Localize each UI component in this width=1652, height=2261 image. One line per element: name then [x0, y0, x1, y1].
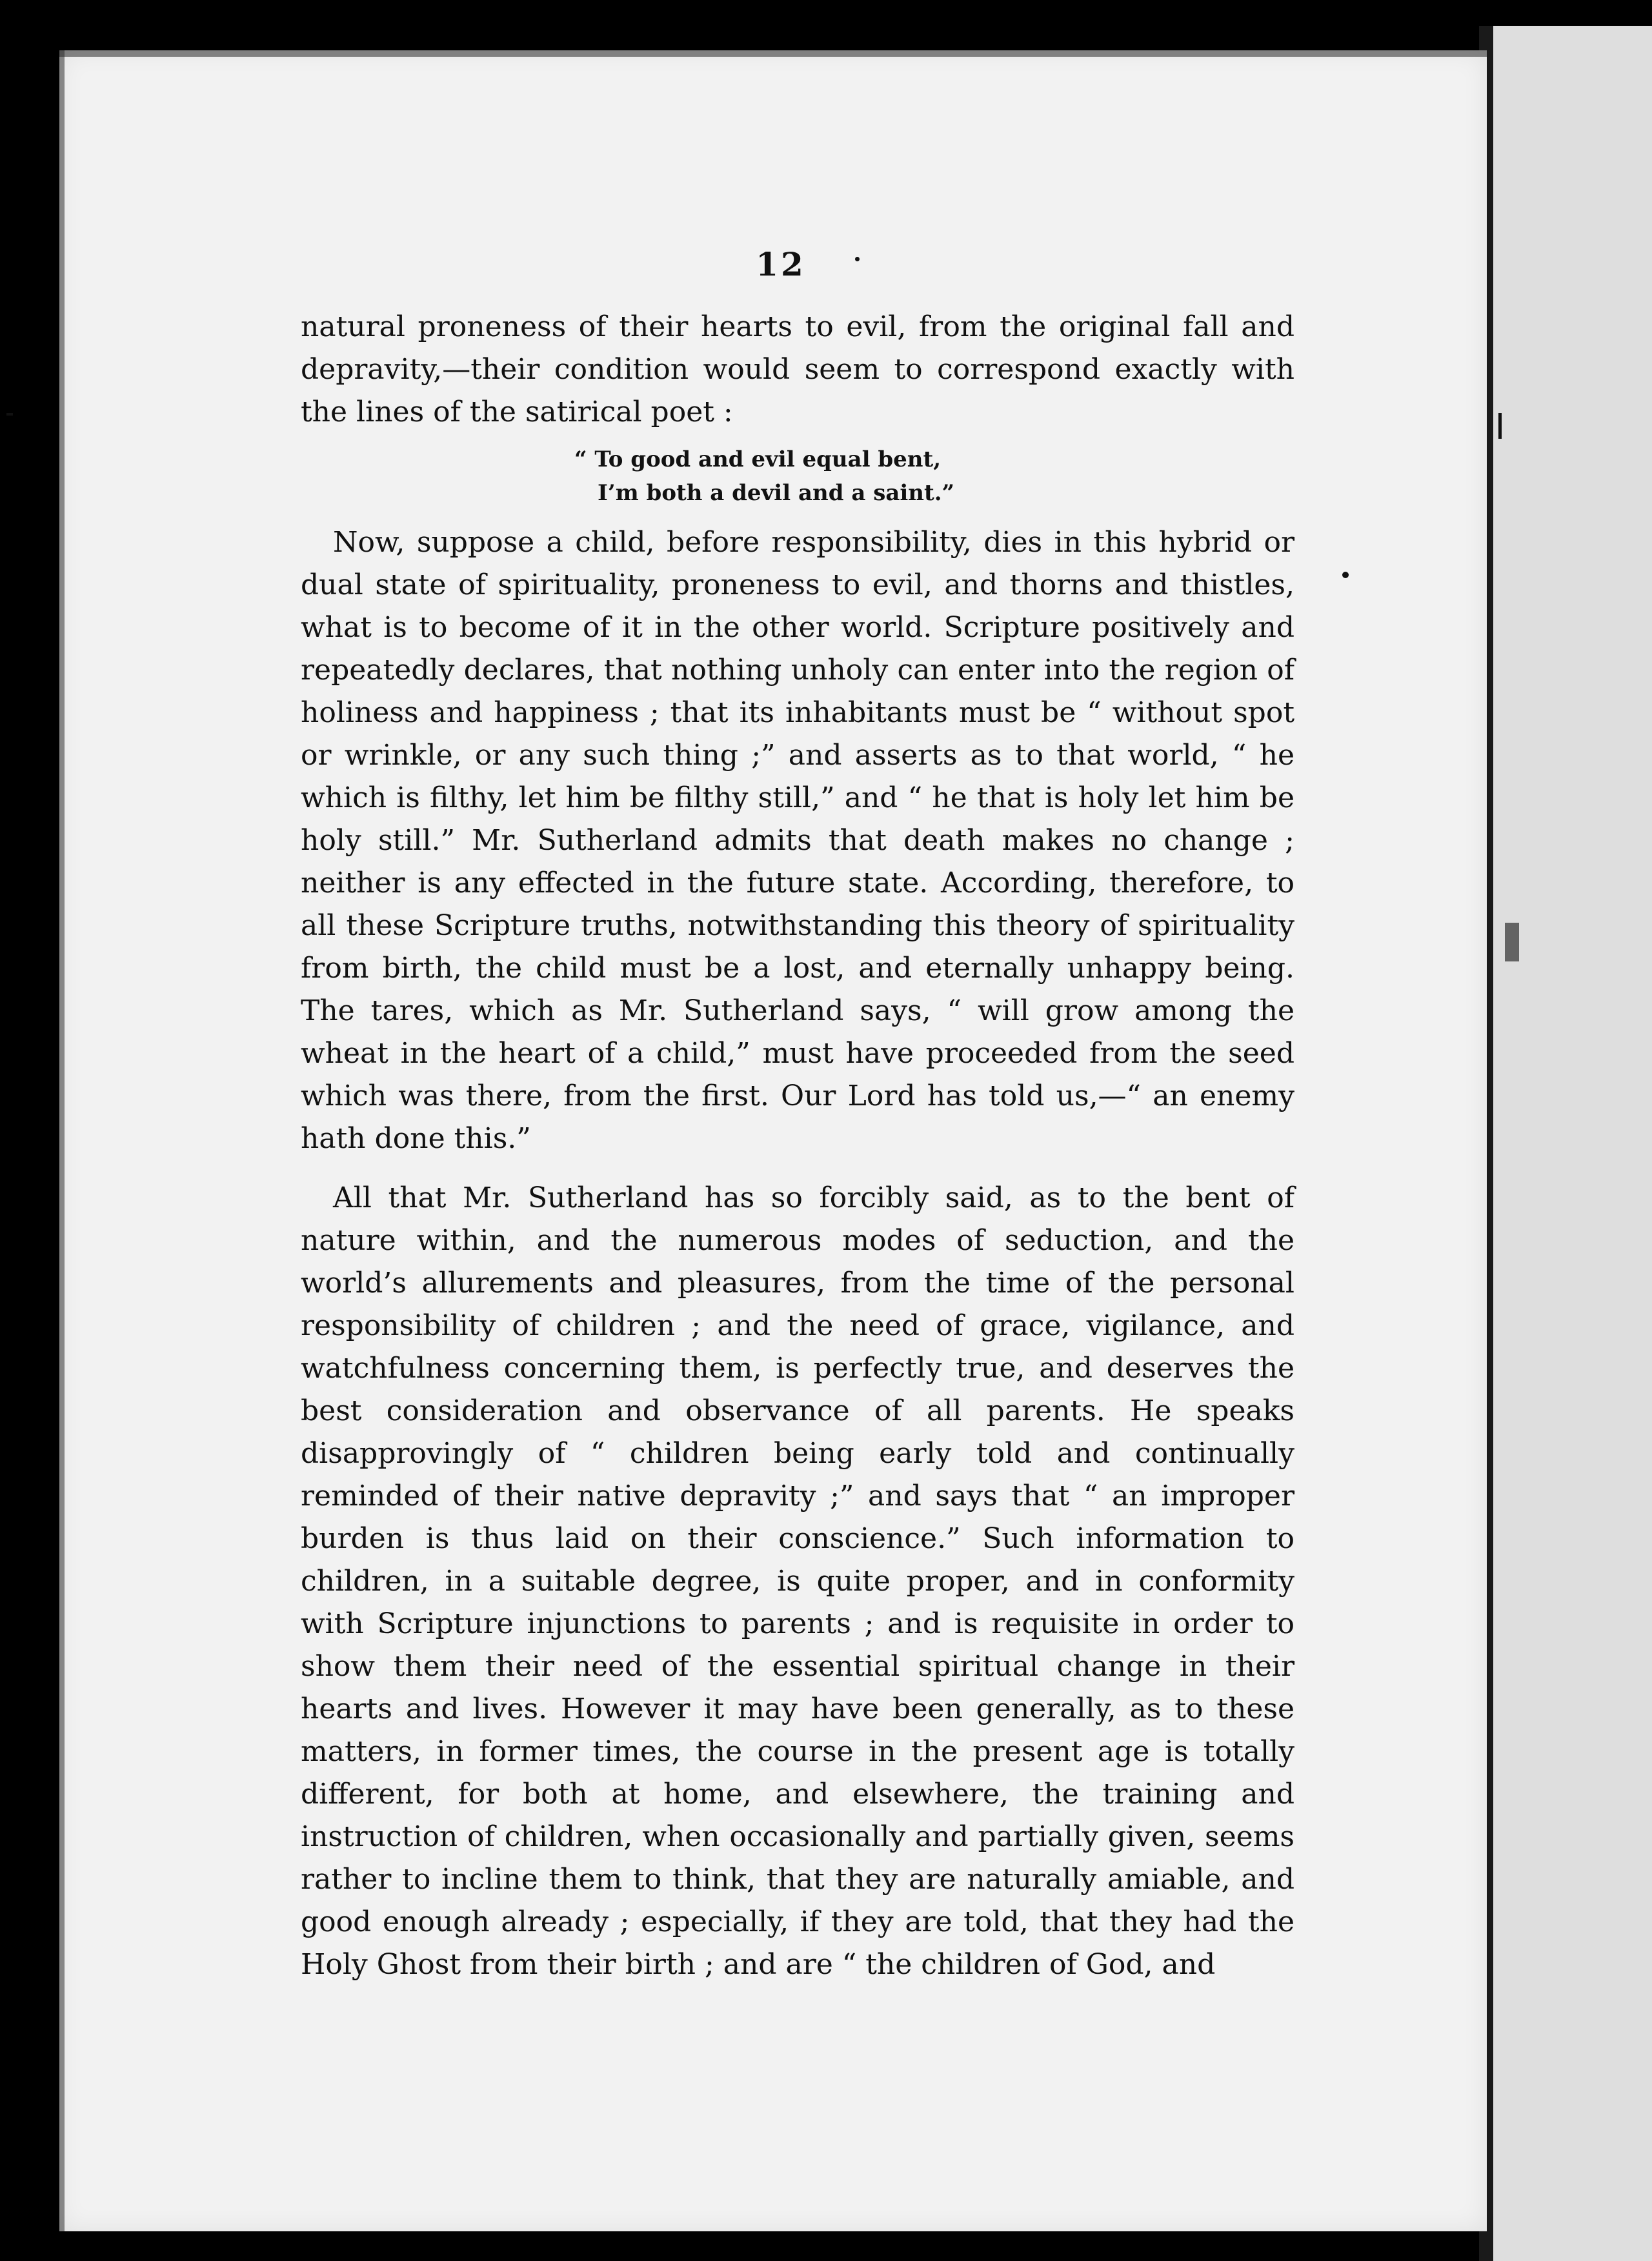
ink-speck — [1342, 572, 1349, 578]
paragraph-continued: natural proneness of their hearts to evil, from the original fall and depravity,—their condition would seem to correspond exactly with the lines of the satirical poet : — [301, 310, 1294, 428]
page-left-edge — [59, 50, 65, 2231]
adjacent-page-edge — [1489, 26, 1652, 2261]
verse-line-1: “ To good and evil equal bent, — [574, 447, 942, 472]
body-text — [301, 306, 1294, 1986]
ink-speck — [1498, 413, 1502, 439]
ink-speck — [855, 257, 860, 261]
page-top-edge — [59, 50, 1487, 57]
paragraph-hybrid-state: Now, suppose a child, before responsibility, dies in this hybrid or dual state of spirituality, proneness to evil, and thorns and thistles, what is to become of it in the other world. Scripture positively and repeatedly declares, that nothing unholy can enter into the region of holiness and happiness ; that its inhabitants must be “ without spot or wrinkle, or any such thing ;” and asserts as to that world, “ he which is filthy, let him be filthy still,” and “ he that is holy let him be holy still.” Mr. Sutherland admits that death makes no change ; neither is any effected in the future state. According, therefore, to all these Scripture truths, notwithstanding this theory of spirituality from birth, the child must be a lost, and eternally unhappy being. The tares, which as Mr. Sutherland says, “ will grow among the wheat in the heart of a child,” must have proceeded from the seed which was there, from the first. Our Lord has told us,—“ an enemy hath done this.” — [301, 526, 1294, 1155]
verse-line-2: I’m both a devil and a saint.” — [598, 480, 955, 506]
ink-speck — [1505, 923, 1519, 961]
ink-speck — [6, 413, 13, 416]
page-number: 12 — [756, 245, 806, 283]
verse-quotation — [301, 443, 1294, 510]
paragraph-sutherland: All that Mr. Sutherland has so forcibly said, as to the bent of nature within, and the numerous modes of seduction, and the world’s allurements and pleasures, from the time of the personal responsibility of children ; and the need of grace, vigilance, and watchfulness concerning them, is perfectly true, and deserves the best consideration and observance of all parents. He speaks disapprovingly of “ children being early told and continually reminded of their native depravity ;” and says that “ an improper burden is thus laid on their conscience.” Such information to children, in a suitable degree, is quite proper, and in conformity with Scripture injunctions to parents ; and is requisite in order to show them their need of the essential spiritual change in their hearts and lives. However it may have been generally, as to these matters, in former times, the course in the present age is totally different, for both at home, and elsewhere, the training and instruction of children, when occasionally and partially given, seems rather to incline them to think, that they are naturally amiable, and good enough already ; especially, if they are told, that they had the Holy Ghost from their birth ; and are “ the children of God, and — [301, 1181, 1294, 1981]
